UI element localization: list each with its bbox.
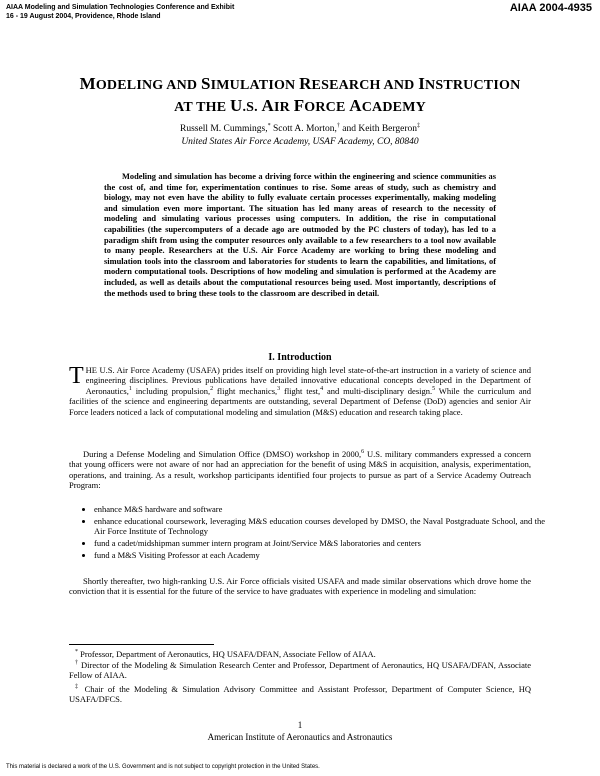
- title-text: IMULATION: [210, 78, 300, 93]
- intro-paragraph-1: [69, 365, 531, 417]
- title-text: IR: [274, 100, 294, 115]
- title-text: NSTRUCTION: [425, 78, 521, 93]
- title-text: ESEARCH AND: [311, 78, 419, 93]
- footnote-text: Director of the Modeling & Simulation Research Center and Professor, Department of Aeronautics, HQ USAFA/DFAN, Associate Fellow of AIAA.: [69, 660, 532, 681]
- footnote-mark: *: [75, 649, 78, 656]
- author-mark: †: [336, 122, 340, 129]
- section-heading: I. Introduction: [268, 352, 332, 363]
- page-number: 1: [297, 720, 303, 730]
- text-run: While the curriculum and facilities of the science and engineering departments are outstanding, several Department of Defense (DoD) agencies and senior Air Force leaders noticed a lack of computational modeling and simulation (M&S) education and research taking place.: [69, 385, 531, 417]
- project-list: [80, 504, 545, 562]
- reference-mark: 4: [320, 385, 324, 392]
- footnote-text: Chair of the Modeling & Simulation Advisory Committee and Assistant Professor, Department of Computer Science, HQ USAFA/DFCS.: [69, 684, 531, 705]
- list-item: • enhance educational coursework, leveraging M&S education courses developed by DMSO, the Naval Postgraduate School, and the Air Force Institute of Technology: [94, 516, 545, 537]
- text-run: flight mechanics,: [213, 385, 278, 396]
- reference-mark: 2: [210, 385, 214, 392]
- publisher-name: American Institute of Aeronautics and Astronautics: [207, 732, 393, 742]
- title-cap: A: [261, 96, 275, 115]
- footnote: [69, 684, 531, 704]
- list-item: • enhance M&S hardware and software: [94, 504, 545, 514]
- title-text: AT THE: [174, 100, 230, 115]
- list-item: • fund a M&S Visiting Professor at each Academy: [94, 550, 545, 560]
- reference-mark: 1: [128, 385, 132, 392]
- title-text: .S.: [242, 100, 262, 115]
- list-item: • fund a cadet/midshipman summer intern program at Joint/Service M&S laboratories and centers: [94, 538, 545, 548]
- author-mark: *: [267, 122, 271, 129]
- title-cap: M: [79, 74, 96, 93]
- reference-mark: 3: [277, 385, 281, 392]
- title-text: CADEMY: [361, 100, 426, 115]
- footnote-mark: ‡: [75, 684, 81, 691]
- abstract: Modeling and simulation has become a driving force within the engineering and science communities as the cost of, and time for, experimentation continues to rise. Some areas of study, such as chemistry and biology, may not even have the ability to fully evaluate certain processes experimentally, making modeling and simulation even more important. The situation has led many areas of research to the necessity of modeling and simulating various processes using computers. In addition, the rise in computational capabilities (the supercomputers of a decade ago are outmoded by the PC clusters of today), has led to a paradigm shift from using the computer resources only available to a few researchers to a tool now available to many people. Researchers at the U.S. Air Force Academy are working to bring these modeling and simulation tools into the classroom and laboratories for students to learn the capabilities, and limitations, of modern computational tools. Descriptions of how modeling and simulation is performed at the Academy are included, as well as details about the computational resources being used. Most importantly, descriptions of the methods used to bring these tools to the classroom are described in detail.: [104, 172, 496, 298]
- title-cap: S: [200, 74, 211, 93]
- conference-name: AIAA Modeling and Simulation Technologies Conference and Exhibit: [6, 4, 235, 11]
- footnote-text: Professor, Department of Aeronautics, HQ USAFA/DFAN, Associate Fellow of AIAA.: [78, 649, 376, 659]
- title-cap: U: [229, 96, 243, 115]
- text-run: and multi-disciplinary design.: [323, 385, 433, 396]
- paper-id: AIAA 2004-4935: [509, 2, 592, 14]
- drop-cap: T: [69, 363, 84, 389]
- text-run: flight test,: [280, 385, 321, 396]
- footnote: [69, 649, 531, 659]
- paper-title: [40, 74, 560, 118]
- title-cap: F: [293, 96, 305, 115]
- author-name: Scott A. Morton,: [270, 124, 337, 134]
- footnote-mark: †: [75, 660, 79, 667]
- conference-date-location: 16 - 19 August 2004, Providence, Rhode Island: [6, 13, 161, 20]
- reference-mark: 6: [361, 449, 365, 456]
- text-run: HE U.S. Air Force Academy (USAFA) prides itself on providing high level state-of-the-art instruction in a variety of science and engineering disciplines. Previous publications have detailed innovative educational concepts developed in the Department of Aeronautics,: [85, 365, 531, 396]
- title-line-1: [40, 74, 560, 96]
- author-affiliation: United States Air Force Academy, USAF Academy, CO, 80840: [181, 137, 419, 147]
- reference-mark: 5: [432, 385, 436, 392]
- conference-header: [6, 3, 234, 21]
- author-mark: ‡: [417, 122, 420, 129]
- intro-paragraph-2: [69, 449, 531, 491]
- author-name: Russell M. Cummings,: [180, 124, 268, 134]
- title-cap: A: [349, 96, 362, 115]
- text-run: including propulsion,: [131, 385, 211, 396]
- title-line-2: [40, 96, 560, 118]
- copyright-notice: This material is declared a work of the U.S. Government and is not subject to copyright protection in the United States.: [6, 764, 320, 770]
- title-text: ORCE: [304, 100, 350, 115]
- title-cap: R: [299, 74, 312, 93]
- intro-paragraph-3: Shortly thereafter, two high-ranking U.S. Air Force officials visited USAFA and made similar observations which drove home the conviction that it is essential for the future of the service to have graduates with experience in modeling and simulation:: [69, 576, 531, 597]
- title-text: ODELING AND: [95, 78, 201, 93]
- author-name: and Keith Bergeron: [339, 124, 417, 134]
- text-run: U.S. military commanders expressed a concern that young officers were not aware of nor had an appreciation for the benefit of using M&S in acquisition, analysis, experimentation, operations, and training. As a result, workshop participants identified four projects to pursue as part of a Service Academy Outreach Program:: [69, 449, 531, 491]
- title-cap: I: [418, 74, 426, 93]
- text-run: During a Defense Modeling and Simulation Office (DMSO) workshop in 2000,: [83, 449, 362, 459]
- footnote: [69, 660, 531, 680]
- author-list: [0, 124, 600, 134]
- footnote-divider: [69, 644, 214, 645]
